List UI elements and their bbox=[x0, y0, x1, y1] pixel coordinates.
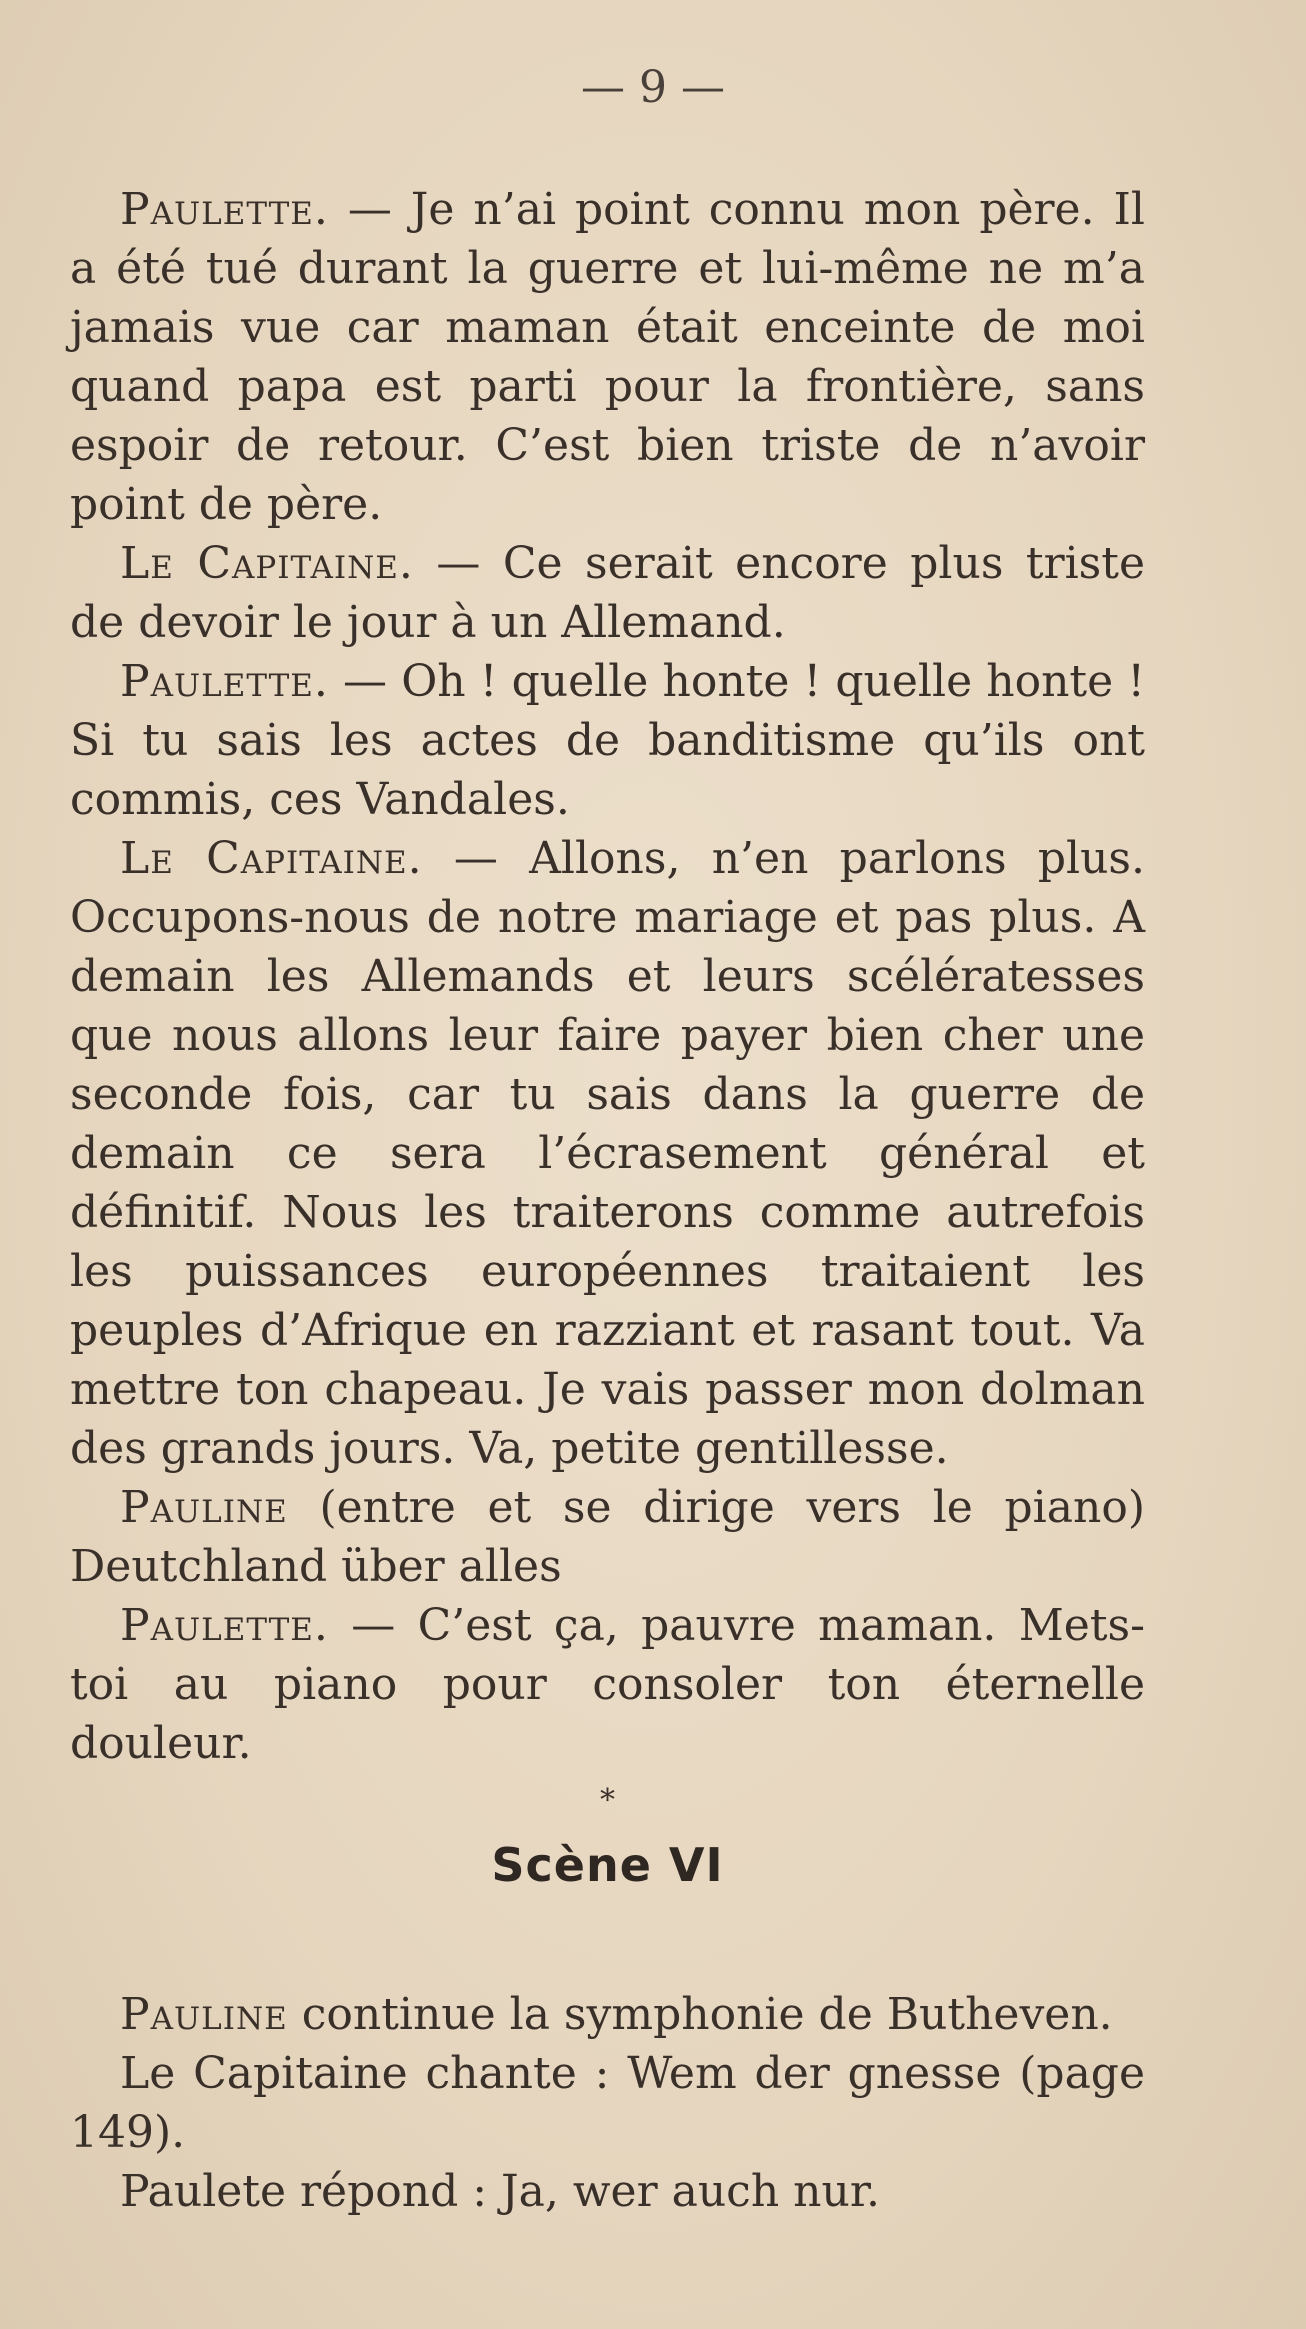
dialogue-text: Paulete répond : Ja, wer auch nur. bbox=[120, 2166, 881, 2217]
separator: — bbox=[422, 833, 530, 884]
dialogue-paragraph bbox=[70, 1985, 1145, 2044]
separator bbox=[288, 1989, 302, 2040]
dialogue-text: (entre et se dirige vers le piano) Deutchland über alles bbox=[70, 1482, 1145, 1592]
page-number: — 9 — bbox=[581, 62, 725, 113]
dialogue-paragraph bbox=[70, 2162, 1145, 2221]
speaker-name: Le Capitaine. bbox=[120, 538, 414, 589]
dialogue-text: continue la symphonie de Butheven. bbox=[301, 1989, 1113, 2040]
dialogue-text: Le Capitaine chante : Wem der gnesse (page 149). bbox=[70, 2048, 1145, 2158]
separator: — bbox=[328, 656, 402, 707]
dialogue-paragraph bbox=[70, 2044, 1145, 2162]
speaker-name: Pauline bbox=[120, 1482, 288, 1533]
speaker-name: Paulette. bbox=[120, 656, 329, 707]
dialogue-text: C’est ça, pauvre maman. Mets-toi au piano pour consoler ton éternelle douleur. bbox=[70, 1600, 1145, 1769]
dialogue-text: Ce serait encore plus triste de devoir le jour à un Allemand. bbox=[70, 538, 1145, 648]
text-block bbox=[70, 180, 1145, 2221]
speaker-name: Paulette. bbox=[120, 184, 329, 235]
dialogue-text: Oh ! quelle honte ! quelle honte ! Si tu sais les actes de banditisme qu’ils ont commis, ces Vandales. bbox=[70, 656, 1145, 825]
scene-title: Scène VI bbox=[491, 1838, 724, 1892]
dialogue-after-scene bbox=[70, 1985, 1145, 2221]
dialogue-paragraph bbox=[70, 1478, 1145, 1596]
dialogue-paragraph bbox=[70, 652, 1145, 829]
separator: — bbox=[413, 538, 503, 589]
speaker-name: Le Capitaine. bbox=[120, 833, 423, 884]
separator bbox=[288, 1482, 320, 1533]
ornament-star: * bbox=[600, 1783, 615, 1818]
speaker-name: Pauline bbox=[120, 1989, 288, 2040]
separator: — bbox=[328, 184, 411, 235]
dialogue-paragraph bbox=[70, 829, 1145, 1478]
dialogue-before-scene bbox=[70, 180, 1145, 1773]
separator: — bbox=[328, 1600, 418, 1651]
speaker-name: Paulette. bbox=[120, 1600, 329, 1651]
dialogue-text: Je n’ai point connu mon père. Il a été tué durant la guerre et lui-même ne m’a jamais vue car maman était enceinte de moi quand papa est parti pour la frontière, sans espoir de retour. C’est bien triste de n’avoir point de père. bbox=[70, 184, 1145, 530]
dialogue-paragraph bbox=[70, 1596, 1145, 1773]
dialogue-paragraph bbox=[70, 180, 1145, 534]
dialogue-paragraph bbox=[70, 534, 1145, 652]
dialogue-text: Allons, n’en parlons plus. Occupons-nous de notre mariage et pas plus. A demain les Allemands et leurs scélératesses que nous allons leur faire payer bien cher une seconde fois, car tu sais dans la guerre de demain ce sera l’écrasement général et définitif. Nous les traiterons comme autrefois les puissances européennes traitaient les peuples d’Afrique en razziant et rasant tout. Va mettre ton chapeau. Je vais passer mon dolman des grands jours. Va, petite gentillesse. bbox=[70, 833, 1145, 1474]
